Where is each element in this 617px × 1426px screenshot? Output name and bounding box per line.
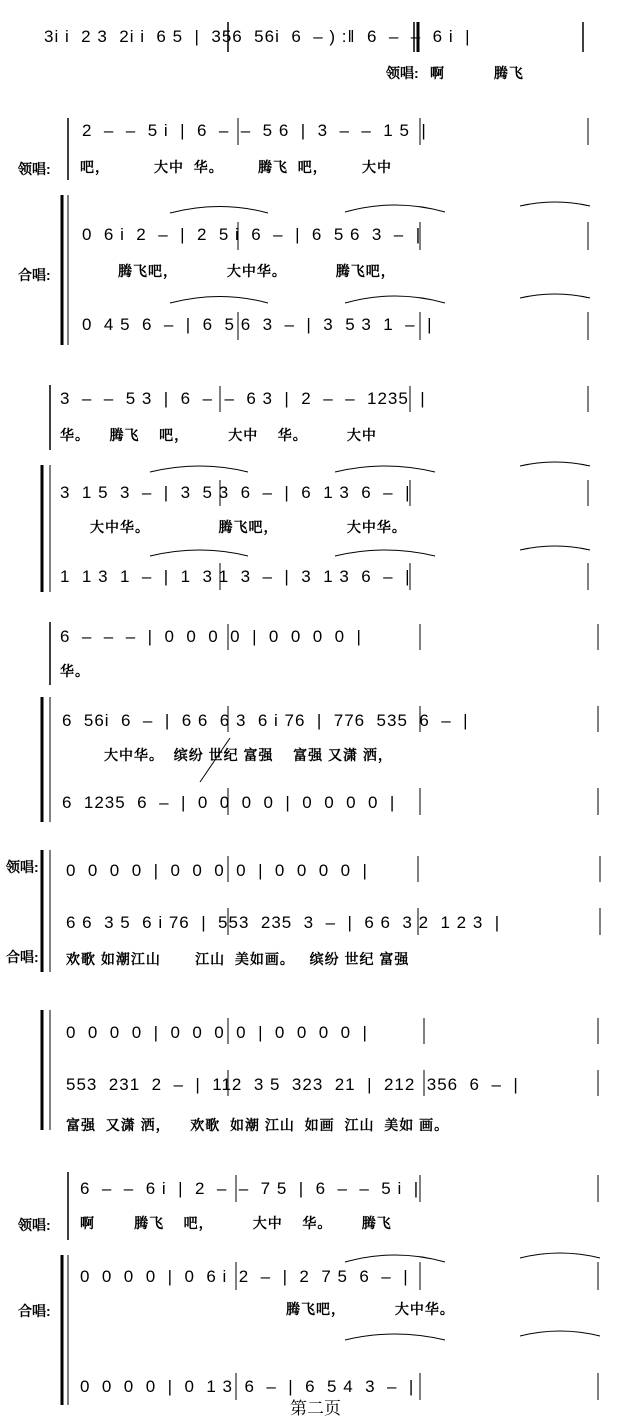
chorus-label: 合唱: bbox=[18, 267, 51, 283]
chorus-lyrics: 大中华。 腾飞吧， 大中华。 bbox=[90, 519, 407, 535]
chorus-label: 合唱: bbox=[6, 949, 39, 965]
chorus-lyrics: 腾飞吧， 大中华。 腾飞吧， bbox=[118, 263, 396, 279]
chorus-upper-notes: 3 1 5 3 – | 3 5 3 6 – | 6 1 3 6 – | bbox=[60, 483, 411, 502]
intro-notes: 3i i 2 3 2i i 6 5 | 356 56i 6 – ) :‖ 6 – – 6 i | bbox=[44, 27, 471, 46]
chorus-lower-notes: 0 4 5 6 – | 6 5 6 3 – | 3 5 3 1 – | bbox=[82, 315, 433, 334]
lead-lyrics: 华。 bbox=[60, 663, 90, 679]
chorus-upper-notes: 6 56i 6 – | 6 6 6 3 6 i 76 | 776 535 6 – | bbox=[62, 711, 469, 730]
lead-notes: 2 – – 5 i | 6 – – 5 6 | 3 – – 1 5 | bbox=[82, 121, 427, 140]
page-number: 第二页 bbox=[290, 1399, 341, 1418]
chorus-upper-notes: 553 231 2 – | 112 3 5 323 21 | 212 356 6 – | bbox=[66, 1075, 519, 1094]
chorus-lower-notes: 6 1235 6 – | 0 0 0 0 | 0 0 0 0 | bbox=[62, 793, 396, 812]
chorus-upper-notes: 6 6 3 5 6 i 76 | 553 235 3 – | 6 6 3 2 1 2 3 | bbox=[66, 913, 501, 932]
lead-notes: 6 – – 6 i | 2 – – 7 5 | 6 – – 5 i | bbox=[80, 1179, 420, 1198]
chorus-lyrics: 大中华。 缤纷 世纪 富强 富强 又潇 洒， bbox=[104, 747, 393, 763]
chorus-lyrics: 腾飞吧， 大中华。 bbox=[286, 1301, 455, 1317]
chorus-lyrics: 欢歌 如潮江山 江山 美如画。 缤纷 世纪 富强 bbox=[66, 951, 410, 967]
lead-lyrics: 吧， 大中 华。 腾飞 吧， 大中 bbox=[80, 159, 393, 175]
intro-lyrics: 啊 腾飞 bbox=[430, 65, 524, 81]
chorus-upper-notes: 0 0 0 0 | 0 6 i 2 – | 2 7 5 6 – | bbox=[80, 1267, 409, 1286]
lead-lyrics: 啊 腾飞 吧， 大中 华。 腾飞 bbox=[80, 1215, 392, 1231]
lead-notes: 0 0 0 0 | 0 0 0 0 | 0 0 0 0 | bbox=[66, 861, 368, 880]
chorus-upper-notes: 0 6 i 2 – | 2 5 i 6 – | 6 5 6 3 – | bbox=[82, 225, 422, 244]
lead-notes: 0 0 0 0 | 0 0 0 0 | 0 0 0 0 | bbox=[66, 1023, 368, 1042]
lead-notes: 6 – – – | 0 0 0 0 | 0 0 0 0 | bbox=[60, 627, 362, 646]
chorus-lower-notes: 1 1 3 1 – | 1 3 1 3 – | 3 1 3 6 – | bbox=[60, 567, 411, 586]
lead-lyrics: 华。 腾飞 吧， 大中 华。 大中 bbox=[60, 427, 377, 443]
chorus-label: 合唱: bbox=[18, 1303, 51, 1319]
lead-label: 领唱: bbox=[18, 161, 51, 177]
lead-label: 领唱: bbox=[6, 859, 39, 875]
lead-label: 领唱: bbox=[18, 1217, 51, 1233]
chorus-lyrics: 富强 又潇 洒， 欢歌 如潮 江山 如画 江山 美如 画。 bbox=[66, 1117, 450, 1133]
lead-notes: 3 – – 5 3 | 6 – – 6 3 | 2 – – 1235 | bbox=[60, 389, 426, 408]
intro-lead-label: 领唱: bbox=[386, 65, 419, 81]
chorus-lower-notes: 0 0 0 0 | 0 1 3 6 – | 6 5 4 3 – | bbox=[80, 1377, 415, 1396]
